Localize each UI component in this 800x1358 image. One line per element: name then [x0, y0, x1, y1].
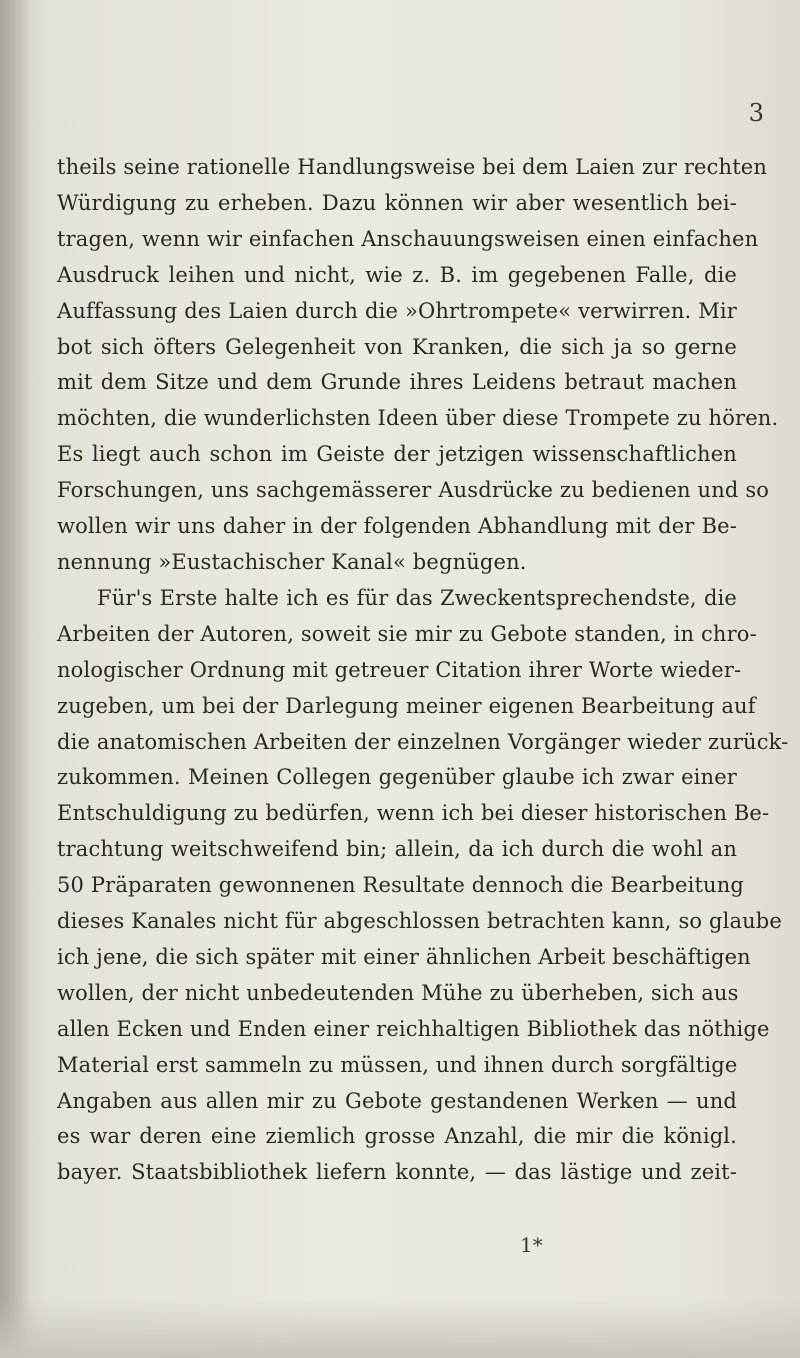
text-line: Es liegt auch schon im Geiste der jetzigen wissenschaftlichen: [57, 442, 737, 467]
text-line: möchten, die wunderlichsten Ideen über diese Trompete zu hören.: [57, 406, 779, 431]
text-line: Auffassung des Laien durch die »Ohrtrompete« verwirren. Mir: [57, 298, 737, 323]
text-line: bot sich öfters Gelegenheit von Kranken, die sich ja so gerne: [57, 334, 737, 359]
text-line: wollen, der nicht unbedeutenden Mühe zu überheben, sich aus: [57, 980, 739, 1005]
signature-mark: 1*: [520, 1233, 543, 1257]
text-line: zukommen. Meinen Collegen gegenüber glaube ich zwar einer: [57, 765, 737, 790]
text-line: allen Ecken und Enden einer reichhaltigen Bibliothek das nöthige: [57, 1016, 770, 1041]
text-line: Für's Erste halte ich es für das Zweckentsprechendste, die: [97, 585, 737, 610]
text-line: mit dem Sitze und dem Grunde ihres Leidens betraut machen: [57, 370, 737, 395]
text-line: nennung »Eustachischer Kanal« begnügen.: [57, 549, 527, 574]
body-text: [57, 150, 789, 1191]
text-line: Ausdruck leihen und nicht, wie z. B. im gegebenen Falle, die: [57, 262, 737, 287]
text-line: 50 Präparaten gewonnenen Resultate dennoch die Bearbeitung: [57, 873, 744, 898]
text-line: Arbeiten der Autoren, soweit sie mir zu Gebote standen, in chro-: [57, 621, 757, 646]
text-line: ich jene, die sich später mit einer ähnlichen Arbeit beschäftigen: [57, 944, 751, 969]
text-line: Forschungen, uns sachgemässerer Ausdrücke zu bedienen und so: [57, 478, 770, 503]
page-number: 3: [748, 99, 764, 127]
text-line: tragen, wenn wir einfachen Anschauungsweisen einen einfachen: [57, 226, 759, 251]
page-shadow: [0, 0, 30, 1358]
text-line: Entschuldigung zu bedürfen, wenn ich bei dieser historischen Be-: [57, 801, 770, 826]
text-line: nologischer Ordnung mit getreuer Citation ihrer Worte wieder-: [57, 657, 742, 682]
text-line: Angaben aus allen mir zu Gebote gestandenen Werken — und: [57, 1088, 737, 1113]
text-line: trachtung weitschweifend bin; allein, da ich durch die wohl an: [57, 837, 737, 862]
text-line: Material erst sammeln zu müssen, und ihnen durch sorgfältige: [57, 1052, 738, 1077]
text-line: es war deren eine ziemlich grosse Anzahl, die mir die königl.: [57, 1124, 737, 1149]
text-line: theils seine rationelle Handlungsweise bei dem Laien zur rechten: [57, 155, 768, 179]
text-line: Würdigung zu erheben. Dazu können wir aber wesentlich bei-: [57, 190, 737, 215]
text-line: zugeben, um bei der Darlegung meiner eigenen Bearbeitung auf: [57, 693, 756, 718]
text-line: bayer. Staatsbibliothek liefern konnte, — das lästige und zeit-: [57, 1160, 737, 1185]
text-line: dieses Kanales nicht für abgeschlossen betrachten kann, so glaube: [57, 909, 782, 934]
text-line: die anatomischen Arbeiten der einzelnen Vorgänger wieder zurück-: [57, 729, 789, 754]
text-line: wollen wir uns daher in der folgenden Abhandlung mit der Be-: [57, 514, 737, 539]
page-bottom-shadow: [0, 1298, 800, 1358]
